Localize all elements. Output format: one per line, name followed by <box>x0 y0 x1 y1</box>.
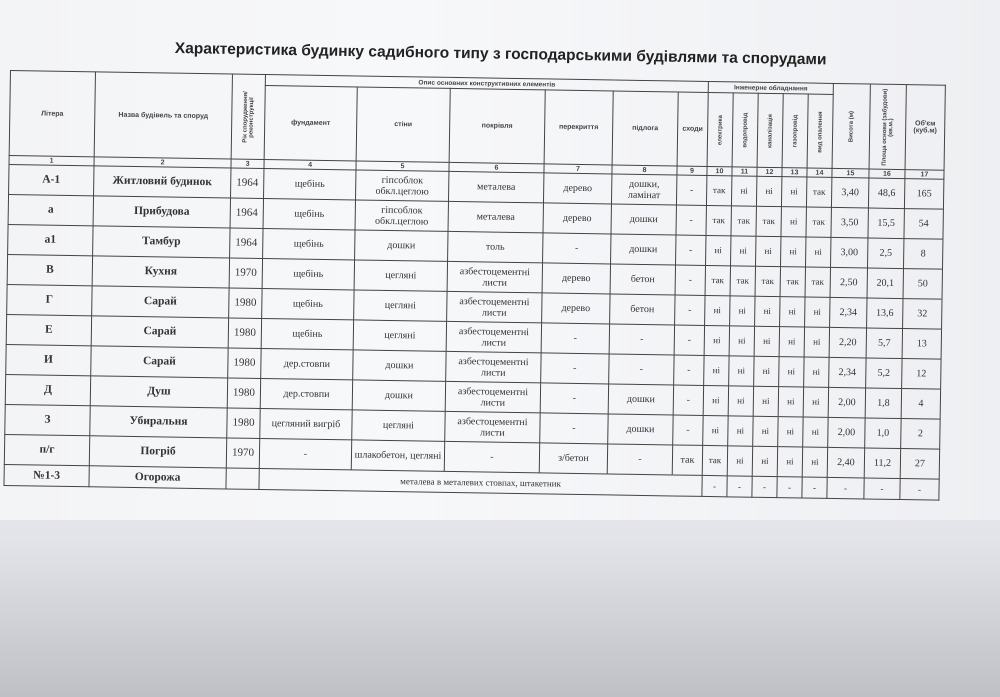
table-cell: дер.стовпи <box>260 378 352 409</box>
table-cell: бетон <box>610 294 675 325</box>
table-cell: - <box>676 205 706 235</box>
table-cell: металева <box>448 201 543 232</box>
table-cell: 11,2 <box>864 448 900 479</box>
table-cell: 2,34 <box>829 357 866 388</box>
table-cell: 4 <box>901 389 940 420</box>
table-cell: - <box>259 438 351 469</box>
table-cell: п/г <box>4 434 89 465</box>
table-cell: 1,8 <box>865 388 901 419</box>
col-header-electricity: електрика <box>707 92 733 166</box>
table-cell: 27 <box>900 449 939 480</box>
table-cell: - <box>444 441 539 472</box>
table-cell: металева <box>448 171 543 202</box>
column-number: 10 <box>707 166 732 175</box>
column-number: 16 <box>869 169 905 179</box>
table-cell: Кухня <box>92 256 229 288</box>
table-cell: цегляні <box>353 320 446 351</box>
table-cell: азбестоцементні листи <box>446 351 541 382</box>
fence-litera: №1-3 <box>4 464 89 486</box>
column-number: 3 <box>231 159 264 169</box>
table-cell: щебінь <box>262 258 354 289</box>
table-cell: 1980 <box>229 288 262 319</box>
table-cell: И <box>6 344 91 375</box>
document-title: Характеристика будинку садибного типу з господарськими будівлями та спорудами <box>174 40 827 69</box>
table-cell: ні <box>804 327 829 357</box>
table-cell: 1970 <box>226 438 259 469</box>
table-cell: ні <box>728 416 753 446</box>
table-cell: 2,40 <box>827 447 864 478</box>
table-cell: так <box>755 266 780 296</box>
column-number: 6 <box>449 162 544 172</box>
table-cell: 48,6 <box>868 178 904 209</box>
table-cell: дерево <box>542 293 610 324</box>
table-cell: дер.стовпи <box>261 348 353 379</box>
table-cell: Сарай <box>92 286 229 318</box>
table-cell: так <box>805 267 830 297</box>
table-cell: азбестоцементні листи <box>447 291 542 322</box>
table-cell: ні <box>781 237 806 267</box>
fence-description: металева в металевих стовпах, штакетник <box>259 468 702 496</box>
fence-name: Огорожа <box>89 466 226 489</box>
table-cell: ні <box>728 386 753 416</box>
table-cell: 20,1 <box>867 268 903 299</box>
table-cell: так <box>806 177 831 207</box>
table-cell: цегляні <box>354 260 447 291</box>
col-header-water: водопровід <box>732 93 758 167</box>
table-cell: щебінь <box>261 318 353 349</box>
table-cell: - <box>676 175 706 205</box>
table-cell: 1964 <box>230 198 263 229</box>
table-cell: ні <box>777 447 802 477</box>
col-header-ceiling: перекриття <box>544 90 613 165</box>
table-cell: ні <box>803 387 828 417</box>
table-cell: ні <box>704 355 729 385</box>
table-cell: 1970 <box>229 258 262 289</box>
table-cell: З <box>5 404 90 435</box>
table-cell: ні <box>756 236 781 266</box>
table-cell: - <box>900 479 939 501</box>
table-cell: Убиральня <box>90 406 227 438</box>
table-cell: гіпсоблок обкл.цеглою <box>355 200 448 231</box>
table-cell: - <box>752 476 777 497</box>
table-cell: - <box>609 354 674 385</box>
table-cell: Е <box>6 314 91 345</box>
table-cell: толь <box>448 231 543 262</box>
table-cell: азбестоцементні листи <box>447 261 542 292</box>
table-cell: - <box>777 477 802 498</box>
fence-year <box>226 468 259 490</box>
characteristics-table-wrapper <box>3 70 945 501</box>
table-cell: дошки <box>608 414 673 445</box>
table-cell: - <box>541 323 609 354</box>
table-cell: Житловий будинок <box>94 166 231 198</box>
table-cell: Сарай <box>91 346 228 378</box>
table-cell: 1980 <box>227 408 260 439</box>
table-cell: ні <box>753 416 778 446</box>
table-cell: дерево <box>542 263 610 294</box>
table-cell: дерево <box>543 173 611 204</box>
column-number: 1 <box>9 155 94 165</box>
table-cell: 5,2 <box>866 358 902 389</box>
table-cell: - <box>609 324 674 355</box>
table-cell: ні <box>802 447 827 477</box>
table-cell: 13,6 <box>867 298 903 329</box>
table-cell: так <box>706 175 731 205</box>
table-cell: Д <box>5 374 90 405</box>
table-cell: Прибудова <box>93 196 230 228</box>
col-header-sewage: каналізація <box>757 93 783 167</box>
table-cell: 1980 <box>228 318 261 349</box>
column-number: 14 <box>807 168 832 177</box>
table-cell: 1964 <box>231 168 264 199</box>
table-cell: так <box>780 267 805 297</box>
table-cell: - <box>543 233 611 264</box>
col-header-litera: Літера <box>9 71 95 157</box>
table-cell: бетон <box>610 264 675 295</box>
table-cell: ні <box>804 357 829 387</box>
col-header-gas: газопровід <box>782 94 808 168</box>
table-cell: ні <box>754 326 779 356</box>
table-cell: 13 <box>902 329 941 360</box>
table-cell: 2,20 <box>829 327 866 358</box>
table-cell: ні <box>781 207 806 237</box>
column-number: 2 <box>94 157 231 168</box>
table-cell: цегляний вигріб <box>260 408 352 439</box>
table-cell: азбестоцементні листи <box>445 411 540 442</box>
col-header-roof: покрівля <box>449 88 545 163</box>
table-cell: 1980 <box>228 348 261 379</box>
table-cell: 2,5 <box>867 238 903 269</box>
col-header-area: Площа основи (забудови) (кв.м.) <box>869 84 906 170</box>
table-cell: ні <box>729 356 754 386</box>
table-cell: ні <box>706 235 731 265</box>
table-cell: дошки <box>611 234 676 265</box>
table-cell: ні <box>756 176 781 206</box>
table-cell: так <box>706 205 731 235</box>
table-cell: 8 <box>903 239 942 270</box>
column-number: 15 <box>832 168 869 178</box>
table-cell: Погріб <box>89 436 226 468</box>
table-cell: Тамбур <box>93 226 230 258</box>
table-cell: ні <box>780 297 805 327</box>
table-cell: - <box>674 325 704 355</box>
table-cell: ні <box>755 296 780 326</box>
table-cell: - <box>607 444 672 475</box>
table-cell: щебінь <box>264 169 356 200</box>
table-cell: гіпсоблок обкл.цеглою <box>356 170 449 201</box>
table-cell: ні <box>779 357 804 387</box>
table-cell: ні <box>730 296 755 326</box>
table-cell: ні <box>705 295 730 325</box>
table-cell: - <box>827 477 864 499</box>
column-number: 12 <box>757 167 782 176</box>
table-cell: ні <box>704 325 729 355</box>
table-cell: 2 <box>901 419 940 450</box>
table-cell: - <box>540 383 608 414</box>
table-cell: ні <box>753 386 778 416</box>
table-cell: а1 <box>8 224 93 255</box>
table-cell: так <box>756 206 781 236</box>
table-cell: ні <box>731 176 756 206</box>
col-header-heating: вид опалення <box>807 94 833 168</box>
table-cell: - <box>727 476 752 497</box>
table-cell: дошки <box>355 230 448 261</box>
col-header-floor: підлога <box>612 91 678 166</box>
column-number: 11 <box>732 167 757 176</box>
table-cell: - <box>674 355 704 385</box>
table-cell: - <box>673 385 703 415</box>
table-cell: дерево <box>543 203 611 234</box>
table-cell: - <box>864 478 900 500</box>
table-cell: дошки, ламінат <box>611 174 676 205</box>
table-cell: ні <box>778 387 803 417</box>
group-header-engineering: Інженерне обладнання <box>708 81 833 94</box>
table-cell: цегляні <box>354 290 447 321</box>
table-cell: - <box>676 235 706 265</box>
table-cell: ні <box>752 446 777 476</box>
table-cell: 165 <box>904 179 943 210</box>
table-cell: 50 <box>903 269 942 300</box>
col-header-foundation: фундамент <box>264 86 357 161</box>
table-cell: ні <box>727 446 752 476</box>
column-number: 7 <box>544 164 612 174</box>
table-cell: дошки <box>608 384 673 415</box>
table-cell: 15,5 <box>868 208 904 239</box>
table-cell: 2,34 <box>830 297 867 328</box>
table-cell: ні <box>778 417 803 447</box>
table-cell: - <box>702 475 727 496</box>
column-number: 8 <box>612 165 677 175</box>
table-cell: ні <box>754 356 779 386</box>
col-header-year: Рік спорудження/ реконструкції <box>231 74 265 160</box>
table-cell: Сарай <box>91 316 228 348</box>
table-cell: щебінь <box>262 288 354 319</box>
table-cell: так <box>702 445 727 475</box>
table-cell: 3,00 <box>831 237 868 268</box>
col-header-height: Висота (м) <box>832 83 870 169</box>
table-cell: 3,40 <box>831 177 868 208</box>
table-cell: так <box>672 445 702 475</box>
table-cell: ні <box>803 417 828 447</box>
table-cell: дошки <box>352 380 445 411</box>
table-cell: 2,50 <box>830 267 867 298</box>
column-number: 5 <box>356 161 449 171</box>
table-cell: цегляні <box>352 410 445 441</box>
table-cell: шлакобетон, цегляні <box>351 440 444 471</box>
table-cell: - <box>541 353 609 384</box>
table-cell: Г <box>7 284 92 315</box>
table-cell: ні <box>805 297 830 327</box>
table-cell: 5,7 <box>866 328 902 359</box>
table-cell: 2,00 <box>828 387 865 418</box>
table-cell: так <box>731 206 756 236</box>
group-header-elements: Опис основних конструктивних елементів <box>265 75 708 93</box>
table-cell: - <box>675 265 705 295</box>
column-number: 9 <box>677 166 707 175</box>
table-cell: ні <box>779 327 804 357</box>
table-cell: ні <box>731 236 756 266</box>
table-cell: щебінь <box>263 228 355 259</box>
table-cell: дошки <box>611 204 676 235</box>
table-cell: ні <box>703 415 728 445</box>
column-number: 13 <box>782 168 807 177</box>
column-number: 4 <box>264 160 356 170</box>
table-cell: так <box>705 265 730 295</box>
table-cell: ні <box>729 326 754 356</box>
table-cell: 32 <box>903 299 942 330</box>
table-cell: ні <box>806 237 831 267</box>
col-header-stairs: сходи <box>677 92 708 166</box>
col-header-name: Назва будівель та споруд <box>94 72 232 159</box>
table-cell: А-1 <box>9 164 94 195</box>
table-cell: В <box>7 254 92 285</box>
characteristics-table <box>3 70 945 501</box>
table-cell: а <box>8 194 93 225</box>
column-number: 17 <box>905 170 944 180</box>
table-cell: дошки <box>353 350 446 381</box>
table-cell: 1964 <box>230 228 263 259</box>
table-cell: 3,50 <box>831 207 868 238</box>
table-cell: - <box>540 413 608 444</box>
table-cell: з/бетон <box>539 443 607 474</box>
table-cell: щебінь <box>263 198 355 229</box>
table-cell: 54 <box>904 209 943 240</box>
table-cell: так <box>806 207 831 237</box>
table-cell: - <box>802 477 827 498</box>
table-cell: ні <box>781 177 806 207</box>
table-cell: азбестоцементні листи <box>445 381 540 412</box>
table-cell: - <box>673 415 703 445</box>
table-cell: 12 <box>902 359 941 390</box>
table-cell: Душ <box>90 376 227 408</box>
col-header-walls: стіни <box>356 87 450 162</box>
table-cell: так <box>730 266 755 296</box>
table-cell: азбестоцементні листи <box>446 321 541 352</box>
table-cell: - <box>675 295 705 325</box>
table-cell: 2,00 <box>828 417 865 448</box>
table-cell: 1980 <box>227 378 260 409</box>
table-cell: ні <box>703 385 728 415</box>
table-cell: 1,0 <box>865 418 901 449</box>
col-header-volume: Об'єм (куб.м) <box>905 85 945 171</box>
